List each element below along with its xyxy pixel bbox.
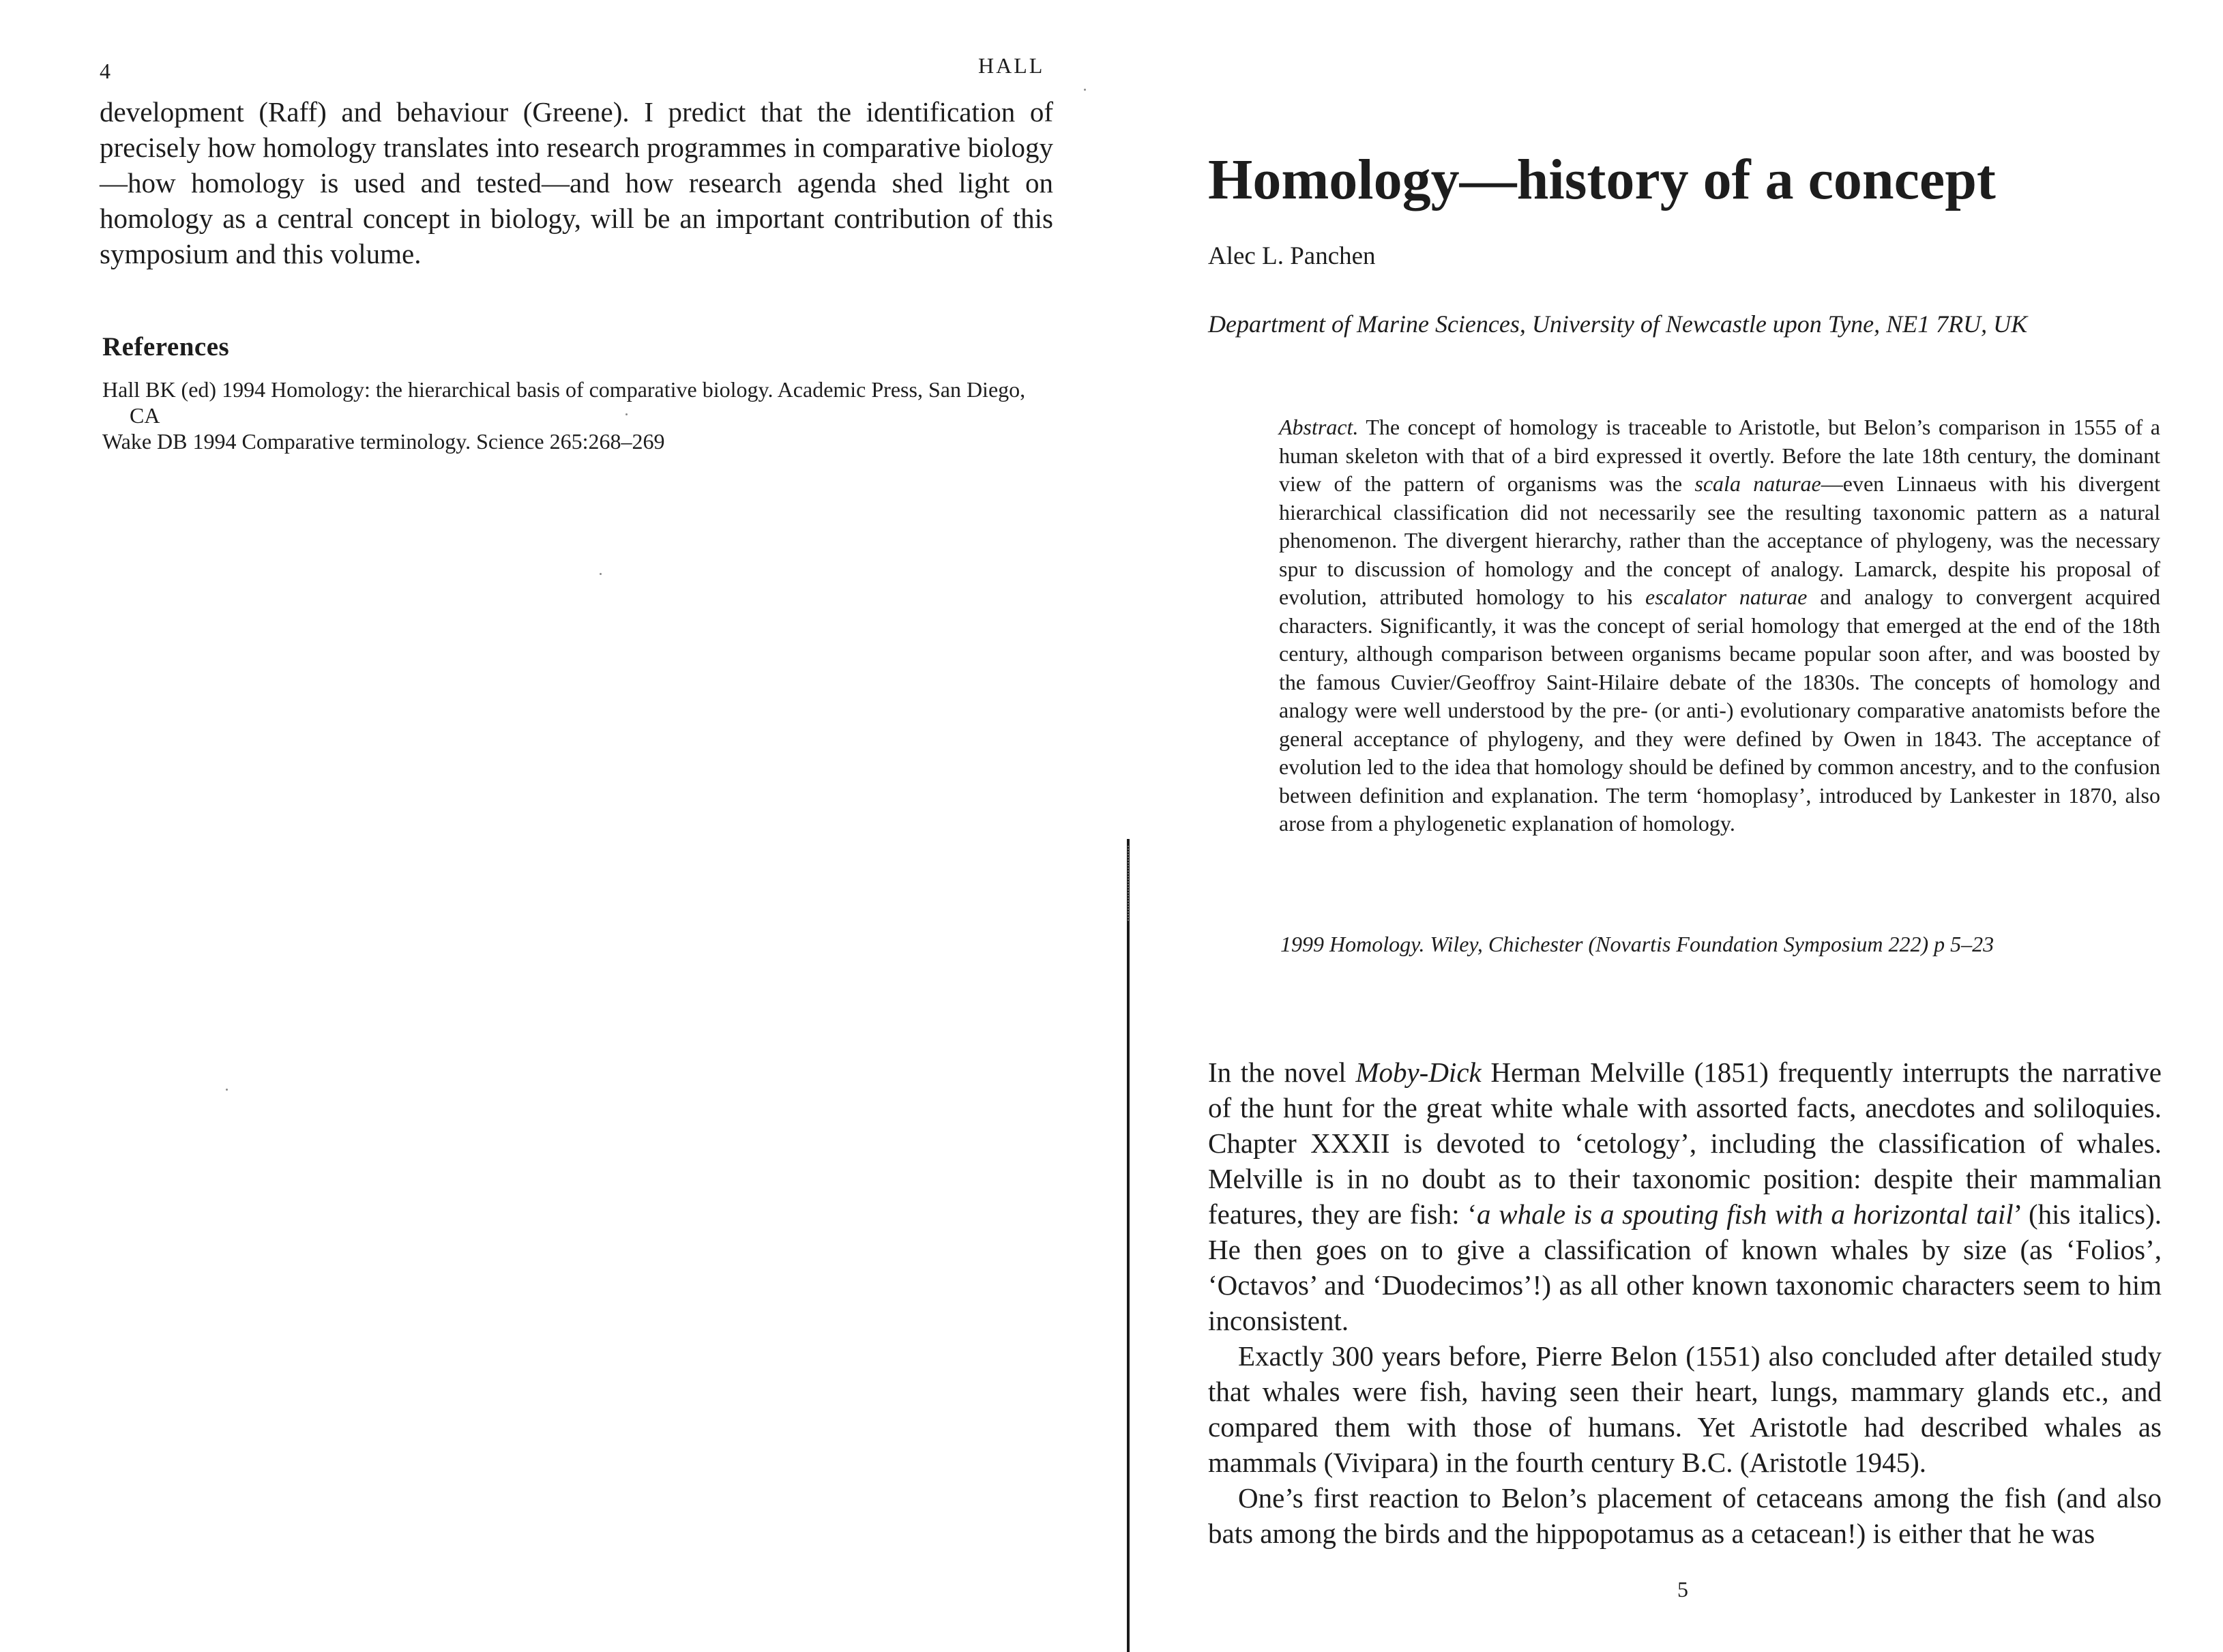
body-text [1208, 1054, 2162, 1551]
scan-speck [600, 573, 602, 575]
author: Alec L. Panchen [1208, 242, 1376, 270]
article-title: Homology—history of a concept [1208, 148, 1996, 211]
body-text: development (Raff) and behaviour (Greene). I predict that the identification of precisely how homology translates into research programmes in comparative biology—how homology is used and tested—and how research agenda shed light on homology as a central concept in biology, will be an important contribution of this symposium and this volume. [100, 96, 1053, 269]
left-page [0, 0, 1105, 1652]
scan-speck [1084, 89, 1086, 91]
running-head: HALL [978, 53, 1045, 78]
abstract: Abstract. The concept of homology is traceable to Aristotle, but Belon’s comparison in 1555 of a human skeleton with that of a bird expressed it overtly. Before the late 18th century, the dominant view of the pattern of organisms was the scala naturae—even Linnaeus with his divergent hierarchical classification did not necessarily see the resulting taxonomic pattern as a natural phenomenon. The divergent hierarchy, rather than the acceptance of phylogeny, was the necessary spur to discussion of homology and the concept of analogy. Lamarck, despite his proposal of evolution, attributed homology to his escalator naturae and analogy to convergent acquired characters. Significantly, it was the concept of serial homology that emerged at the end of the 18th century, although comparison between organisms became popular soon after, and was boosted by the famous Cuvier/Geoffroy Saint-Hilaire debate of the 1830s. The concepts of homology and analogy were well understood by the pre- (or anti-) evolutionary comparative anatomists before the general acceptance of phylogeny, and they were defined by Owen in 1843. The acceptance of evolution led to the idea that homology should be defined by common ancestry, and to the confusion between definition and explanation. The term ‘homoplasy’, introduced by Lankester in 1870, also arose from a phylogenetic explanation of homology. [1279, 415, 2161, 836]
scan-speck [625, 413, 628, 415]
page-number: 5 [1677, 1577, 1688, 1602]
references-heading: References [102, 332, 230, 362]
scan-speck [226, 1089, 228, 1091]
reference-list [102, 377, 1053, 454]
reference-item: Hall BK (ed) 1994 Homology: the hierarchical basis of comparative biology. Academic Press, San Diego, CA [102, 377, 1026, 428]
book-gutter [1127, 839, 1130, 1652]
paragraph: Exactly 300 years before, Pierre Belon (1551) also concluded after detailed study that whales were fish, having seen their heart, lungs, mammary glands etc., and compared them with those of humans. Yet Aristotle had described whales as mammals (Vivipara) in the fourth century B.C. (Aristotle 1945). [1208, 1340, 2162, 1478]
abstract-label: Abstract. [1279, 415, 1359, 439]
paragraph: One’s first reaction to Belon’s placement of cetaceans among the fish (and also bats among the birds and the hippopotamus as a cetacean!) is either that he was [1208, 1482, 2162, 1549]
affiliation: Department of Marine Sciences, University of Newcastle upon Tyne, NE1 7RU, UK [1208, 310, 2028, 338]
citation: 1999 Homology. Wiley, Chichester (Novartis Foundation Symposium 222) p 5–23 [1280, 932, 1994, 956]
paragraph: In the novel Moby-Dick Herman Melville (1851) frequently interrupts the narrative of the hunt for the great white whale with assorted facts, anecdotes and soliloquies. Chapter XXXII is devoted to ‘cetology’, including the classification of whales. Melville is in no doubt as to their taxonomic position: despite their mammalian features, they are fish: ‘a whale is a spouting fish with a horizontal tail’ (his italics). He then goes on to give a classification of known whales by size (as ‘Folios’, ‘Octavos’ and ‘Duodecimos’!) as all other known taxonomic characters seem to him inconsistent. [1208, 1057, 2162, 1336]
gutter-marks [1128, 846, 1131, 921]
page-number: 4 [100, 59, 111, 83]
reference-item: Wake DB 1994 Comparative terminology. Science 265:268–269 [102, 429, 665, 454]
